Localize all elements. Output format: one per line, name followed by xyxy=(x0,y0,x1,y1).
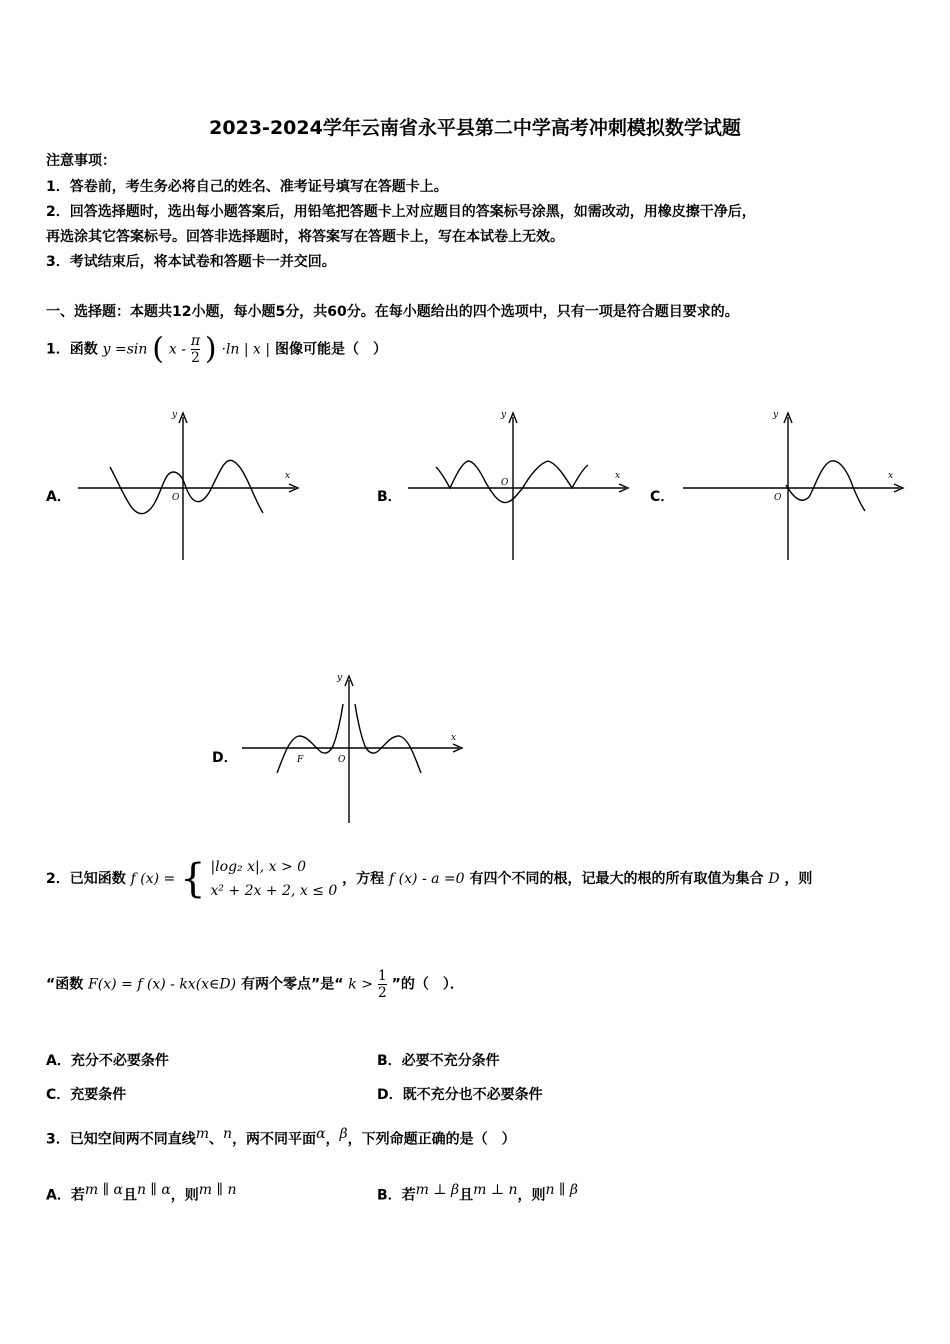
notice-heading: 注意事项： xyxy=(46,153,116,169)
q3-option-a xyxy=(46,1180,236,1206)
q2-prefix: 2．已知函数 xyxy=(46,871,126,887)
q2-Fx: F(x) = f (x) - kx(x∈D) xyxy=(88,976,237,993)
q3-b-c2: m ⊥ n xyxy=(473,1182,518,1198)
axis-label-y: y xyxy=(773,410,779,420)
q1-prefix: 1．函数 xyxy=(46,341,98,358)
q3-a-c2: n ∥ α xyxy=(136,1182,171,1198)
minor-label: F xyxy=(297,755,304,765)
q2-line2-prefix: “函数 xyxy=(46,976,84,993)
q1-graph-a xyxy=(70,405,310,565)
origin-label: O xyxy=(774,493,782,503)
q3-b-label: B．若 xyxy=(377,1187,416,1204)
q2-cases xyxy=(210,855,337,903)
axis-label-y: y xyxy=(172,410,178,420)
curve-right xyxy=(355,704,421,773)
q3-end: ，下列命题正确的是（ ） xyxy=(347,1131,516,1148)
notice-item-1: 1．答卷前，考生务必将自己的姓名、准考证号填写在答题卡上。 xyxy=(46,179,448,195)
q2-k: k > xyxy=(348,976,373,993)
q3-mid: ，两不同平面 xyxy=(232,1131,317,1148)
q1-stem xyxy=(46,333,387,377)
q2-end1: ，则 xyxy=(784,871,813,887)
curve-left xyxy=(277,704,343,773)
q3-stem xyxy=(46,1124,516,1150)
q1-graph-b xyxy=(400,405,640,565)
q3-b-c3: n ∥ β xyxy=(545,1182,578,1198)
q1-option-b-label: B． xyxy=(377,489,402,505)
curve xyxy=(110,460,263,513)
notice-item-2: 2．回答选择题时，选出每小题答案后，用铅笔把答题卡上对应题目的答案标号涂黑，如需改动，用橡皮擦干净后， xyxy=(46,204,756,220)
q1-formula-b: ·ln | x | xyxy=(221,341,271,358)
q3-alpha: α xyxy=(316,1126,326,1142)
q3-n: n xyxy=(223,1126,233,1142)
q2-case-1: |log₂ x|, x > 0 xyxy=(210,859,307,875)
q2-mid1: ，方程 xyxy=(342,871,385,887)
axis-label-x: x xyxy=(285,471,291,481)
origin-label: O xyxy=(501,478,509,488)
q1-option-c-label: C． xyxy=(650,489,675,505)
q2-line2-mid: 有两个零点”是“ xyxy=(241,976,344,993)
q1-pi: π xyxy=(190,333,201,349)
q3-prefix: 3．已知空间两不同直线 xyxy=(46,1131,196,1148)
q2-option-a: A．充分不必要条件 xyxy=(46,1053,169,1069)
q1-suffix: 图像可能是（ ） xyxy=(275,341,387,358)
section-heading: 一、选择题：本题共12小题，每小题5分，共60分。在每小题给出的四个选项中，只有一项是符合题目要求的。 xyxy=(46,304,739,320)
page-title: 2023-2024学年云南省永平县第二中学高考冲刺模拟数学试题 xyxy=(209,117,741,139)
q2-equation: f (x) - a =0 xyxy=(389,871,465,887)
q3-comma: ， xyxy=(325,1131,340,1148)
q2-option-d: D．既不充分也不必要条件 xyxy=(377,1087,543,1103)
q2-fraction xyxy=(378,968,387,1001)
axis-label-x: x xyxy=(615,471,621,481)
q1-paren-right: ) xyxy=(204,331,217,367)
q3-b-and: 且 xyxy=(459,1187,474,1204)
q2-one: 1 xyxy=(377,968,387,984)
q1-fraction xyxy=(191,333,200,366)
q2-line2-end: ”的（ ）． xyxy=(391,976,464,993)
q1-formula-a: y =sin xyxy=(102,341,148,358)
q3-a-label: A．若 xyxy=(46,1187,85,1204)
axis-label-y: y xyxy=(501,410,507,420)
q3-a-and: 且 xyxy=(122,1187,137,1204)
q1-graph-d xyxy=(237,668,477,828)
q3-m: m xyxy=(195,1126,210,1142)
q3-option-b xyxy=(377,1180,578,1206)
origin-label: O xyxy=(338,755,346,765)
q1-paren-left: ( xyxy=(152,331,164,367)
q3-b-then: ，则 xyxy=(517,1187,546,1204)
curve xyxy=(786,461,865,511)
q2-fx: f (x) = xyxy=(130,871,176,887)
q3-a-then: ，则 xyxy=(170,1187,199,1204)
q1-formula-x: x - xyxy=(168,341,186,358)
axis-label-x: x xyxy=(888,471,894,481)
q2-brace: { xyxy=(180,856,206,902)
q2-case-2: x² + 2x + 2, x ≤ 0 xyxy=(210,883,338,899)
q2-stem-line1 xyxy=(46,855,812,911)
q3-a-c3: m ∥ n xyxy=(198,1182,237,1198)
q1-two: 2 xyxy=(190,350,200,366)
axis-label-x: x xyxy=(451,733,457,743)
notice-item-3: 3．考试结束后，将本试卷和答题卡一并交回。 xyxy=(46,254,336,270)
q3-sep: 、 xyxy=(209,1131,224,1148)
q1-option-d-label: D． xyxy=(212,750,238,766)
q2-option-b: B．必要不充分条件 xyxy=(377,1053,500,1069)
q1-graph-c xyxy=(675,405,915,565)
axis-label-y: y xyxy=(337,673,343,683)
q3-beta: β xyxy=(339,1126,348,1142)
curve xyxy=(436,461,588,503)
origin-label: O xyxy=(172,493,180,503)
q1-option-a-label: A． xyxy=(46,489,71,505)
q2-option-c: C．充要条件 xyxy=(46,1087,127,1103)
q3-a-c1: m ∥ α xyxy=(84,1182,123,1198)
q2-two: 2 xyxy=(377,985,387,1001)
q2-stem-line2 xyxy=(46,968,464,1012)
q2-set-d: D xyxy=(768,871,780,887)
notice-item-2-cont: 再选涂其它答案标号。回答非选择题时，将答案写在答题卡上，写在本试卷上无效。 xyxy=(46,229,564,245)
q3-b-c1: m ⊥ β xyxy=(415,1182,460,1198)
q2-mid2: 有四个不同的根，记最大的根的所有取值为集合 xyxy=(469,871,764,887)
